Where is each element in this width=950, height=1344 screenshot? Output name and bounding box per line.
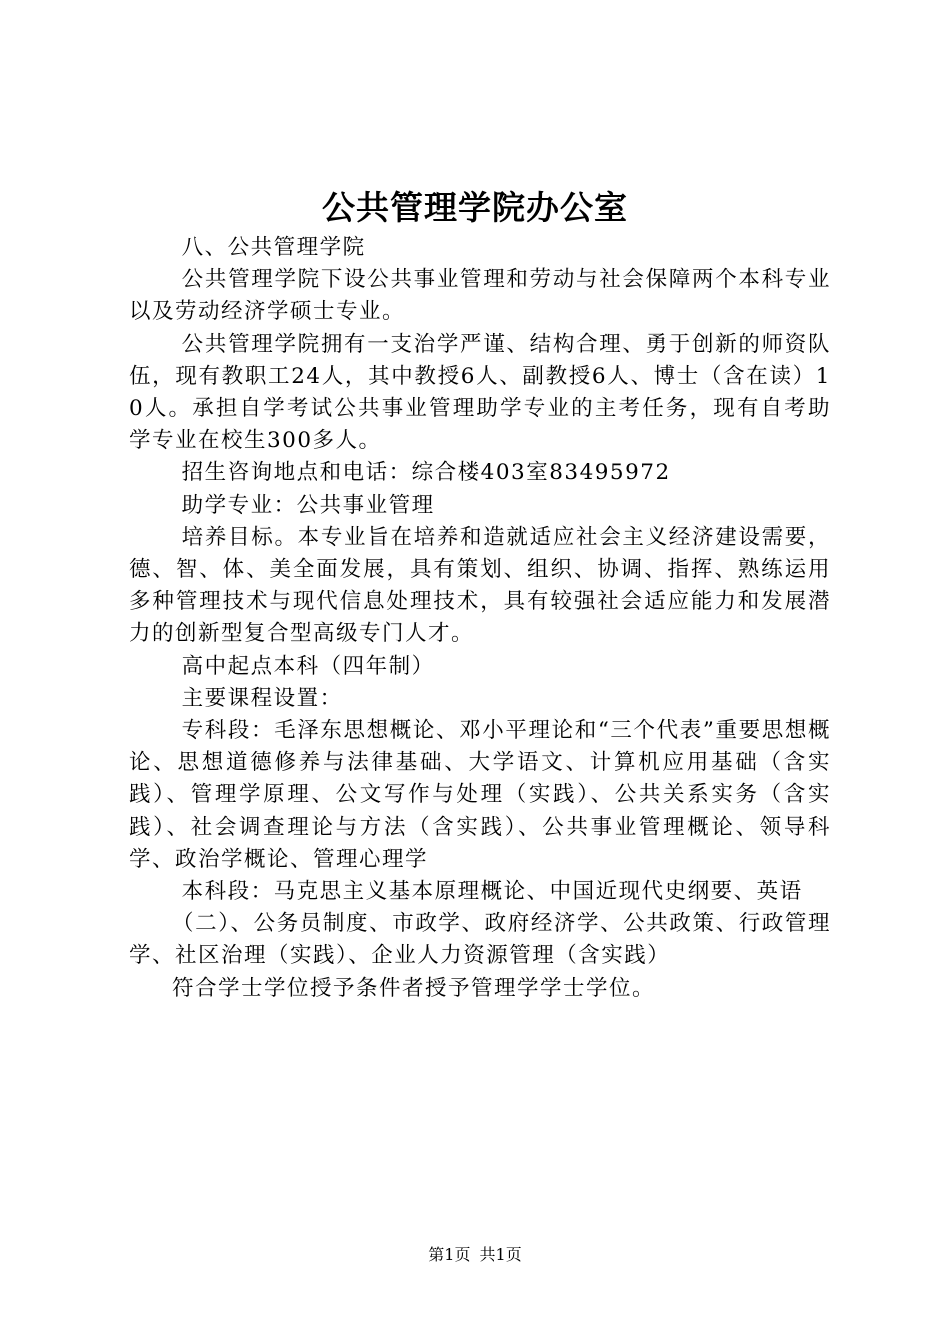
page-total: 共1页 bbox=[479, 1245, 522, 1264]
paragraph-section-heading: 八、公共管理学院 bbox=[181, 235, 366, 260]
paragraph-majors: 公共管理学院下设公共事业管理和劳动与社会保障两个本科专业以及劳动经济学硕士专业。 bbox=[129, 267, 831, 325]
paragraph-faculty: 公共管理学院拥有一支治学严谨、结构合理、勇于创新的师资队伍，现有教职工24人，其中教授6人、副教授6人、博士（含在读）10人。承担自学考试公共事业管理助学专业的主考任务，现有自考助学专业在校生300多人。 bbox=[129, 331, 831, 454]
paragraph-senior-courses-2: （二）、公务员制度、市政学、政府经济学、公共政策、行政管理学、社区治理（实践）、企业人力资源管理（含实践） bbox=[129, 911, 831, 969]
page-footer bbox=[0, 1244, 950, 1266]
paragraph-junior-courses: 专科段：毛泽东思想概论、邓小平理论和“三个代表”重要思想概论、思想道德修养与法律基础、大学语文、计算机应用基础（含实践）、管理学原理、公文写作与处理（实践）、公共关系实务（含实践）、社会调查理论与方法（含实践）、公共事业管理概论、领导科学、政治学概论、管理心理学 bbox=[129, 718, 831, 872]
paragraph-degree: 符合学士学位授予条件者授予管理学学士学位。 bbox=[172, 975, 656, 1001]
paragraph-level: 高中起点本科（四年制） bbox=[181, 653, 435, 679]
paragraph-program: 助学专业：公共事业管理 bbox=[181, 492, 435, 518]
paragraph-senior-courses: 本科段：马克思主义基本原理概论、中国近现代史纲要、英语 bbox=[181, 879, 803, 905]
paragraph-courses-heading: 主要课程设置： bbox=[181, 685, 343, 711]
page-number: 第1页 bbox=[428, 1245, 471, 1264]
document-body bbox=[129, 232, 831, 1005]
paragraph-contact: 招生咨询地点和电话：综合楼403室83495972 bbox=[181, 460, 671, 486]
paragraph-goal: 培养目标。本专业旨在培养和造就适应社会主义经济建设需要，德、智、体、美全面发展，具有策划、组织、协调、指挥、熟练运用多种管理技术与现代信息处理技术，具有较强社会适应能力和发展潜力的创新型复合型高级专门人才。 bbox=[129, 524, 831, 647]
document-title: 公共管理学院办公室 bbox=[322, 188, 628, 227]
